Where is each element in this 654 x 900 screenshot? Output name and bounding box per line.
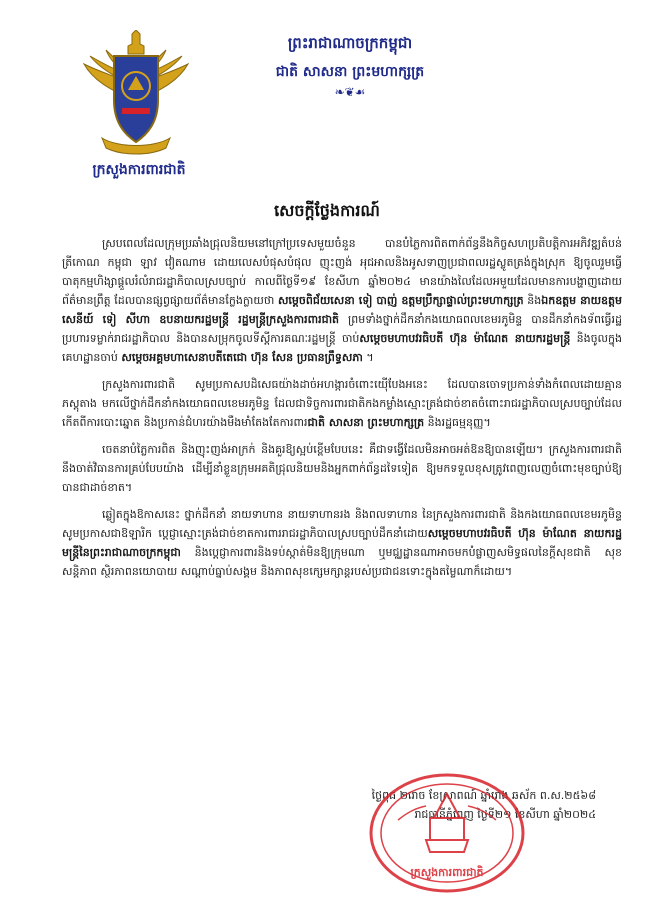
seal-text: ក្រសួងការពារជាតិ [410,866,484,879]
statement-body [62,234,622,589]
text-run: និងរដ្ឋធម្មនុញ្ញ។ [424,416,491,429]
kingdom-header [230,34,470,99]
header-flourish: ❧❦☙ [334,85,366,99]
bold-text: ជាតិ សាសនា ព្រះមហាក្សត្រ [307,416,425,429]
text-run: និង [523,294,542,307]
ministry-emblem-icon [82,30,190,156]
text-run: ស្របពេលដែលក្រុមប្រឆាំងជ្រុលនិយមនៅក្រៅប្រទេសមួយចំនួន បានបំភ្លៃការពិតពាក់ព័ន្ធនឹងកិច្ចសហប្រតិបត្តិការអភិវឌ្ឍតំបន់ត្រីកោណ កម្ពុជា ឡាវ វៀតណាម ដោយលេសបំផុសបំផុល ញុះញង់ អុជអាលនិងអូសទាញប្រជាពលរដ្ឋស្លូតត្រង់ក្នុងស្រុក ឱ្យចូលរួមធ្វើបាតុកម្មហិង្សាផ្តួលរំលំរាជរដ្ឋាភិបាលស្របច្បាប់ កាលពីថ្ងៃទី១៩ ខែសីហា ឆ្នាំ២០២៤ មានយ៉ាងលៃដែលអមួយដែលមានការបង្ហាញដោយព័ត៌មានព្រឹត្ត ដែលបានផ្សព្វផ្សាយព័ត៌មានក្លែងក្លាយថា [62,237,622,307]
ministry-name: ក្រសួងការពារជាតិ [92,162,186,178]
bold-text: សម្តេចមហាបវរធិបតី ហ៊ុន ម៉ាណែត នាយករដ្ឋមន្ត្រីនៃព្រះរាជាណាចក្រកម្ពុជា [62,527,622,559]
official-seal-icon [368,772,526,894]
text-run: ព្រមទាំងថ្នាក់ដឹកនាំកងយោធពលខេមរភូមិន្ទ បានដឹកនាំកងទ័ពធ្វើរដ្ឋប្រហារទម្លាក់រាជរដ្ឋាភិបាល និងបានសម្រុកចូលទីស្តីការគណៈរដ្ឋមន្ត្រី ចាប់ [62,313,622,345]
motto-line: ជាតិ សាសនា ព្រះមហាក្សត្រ [275,64,425,80]
text-run: ក្រសួងការពារជាតិ សូមប្រកាសបដិសេធយ៉ាងដាច់អហង្ការចំពោះយ៉ើបែងអនេះ ដែលបានចោទប្រកាន់ទាំងកំពេលដោយគ្មានភស្តុតាង មកលើថ្នាក់ដឹកនាំកងយោធពលខេមរភូមិន្ទ ដែលជាទិច្ចការពារជាតិកងកម្លាំងស្មោះត្រង់ជាច់ខាតចំពោះរាជរដ្ឋាភិបាលស្របច្បាប់ដែលកើតពីការបោះឆ្នោត និងប្រកាន់ជំហរយ៉ាងមឺងមាំតែងតែការពារ [62,378,622,429]
paragraph [62,375,622,432]
text-run: និងចូលក្នុងគេហដ្ឋានចាប់ [62,332,622,364]
document-title: សេចក្តីថ្លែងការណ៍ [274,201,380,220]
bold-text: ឯកឧត្តម នាយឧត្តមសេនីយ៍ ទៀ សីហា ឧបនាយករដ្ឋមន្ត្រី រដ្ឋមន្ត្រីក្រសួងការពារជាតិ [62,294,623,326]
paragraph [62,505,622,581]
text-run: ឆ្លៀតក្នុងឱកាសនេះ ថ្នាក់ដឹកនាំ នាយទាហាន នាយទាហានរង និងពលទាហាន នៃក្រសួងការពារជាតិ និងកងយោធពលខេមរភូមិន្ទ សូមប្រកាសជាឱឡារិក ប្តេជ្ញាស្មោះត្រង់ជាច់ខាតការពាររាជរដ្ឋាភិបាលស្របច្បាប់ដឹកនាំដោយ [62,508,622,540]
text-run: ។ [362,351,374,364]
kingdom-line: ព្រះរាជាណាចក្រកម្ពុជា [287,34,413,52]
bold-text: សម្តេចមហាបវរធិបតី ហ៊ុន ម៉ាណែត នាយករដ្ឋមន្ត្រី [359,332,571,345]
solar-date: រាជធានីភ្នំពេញ ថ្ងៃទី២១ ខែសីហា ឆ្នាំ២០២៤ [414,808,596,821]
lunar-date: ថ្ងៃពុធ ២រោច ខែស្រាពណ៍ ឆ្នាំរោង ឆស័ក ព.ស.២៥៦៨ [371,789,596,802]
bold-text: សម្តេចពិជ័យសេនា ទៀ បាញ់ ឧត្តមប្រឹក្សាផ្ទាល់ព្រះមហាក្សត្រ [277,294,524,307]
text-run: ចេតនាបំភ្លៃការពិត និងញុះញង់អាក្រក់ និងគួរឱ្យស្អប់ខ្ពើមបែបនេះ គឺជាទង្វើដែលមិនអាចអត់ឱនឱ្យបានឡើយ។ ក្រសួងការពារជាតិនឹងចាត់វិធានការគ្រប់បែបយ៉ាង ដើម្បីនាំខ្លួនក្រុមអគតិជ្រុលនិយមនិងអ្នកពាក់ព័ន្ធដទៃទៀត ឱ្យមកទទួលខុសត្រូវពេញលេញចំពោះមុខច្បាប់ឱ្យបានជាដាច់ខាត។ [62,443,622,494]
text-run: និងប្តេជ្ញាការពារនិងទប់ស្កាត់មិនឱ្យក្រុមណា ឬមជ្ឈដ្ឋានណាអាចមកបំផ្លាញសមិទ្ធផលនៃក្តីសុខជាតិ សុខសន្តិភាព ស្ថិរភាពនយោបាយ សណ្តាប់ធ្នាប់សង្គម និងភាពសុខក្សេមក្សាន្តរបស់ប្រជាជនទោះក្នុងតម្លៃណាក៏ដោយ។ [62,546,622,578]
paragraph [62,234,622,367]
bold-text: សម្តេចអគ្គមហាសេនាបតីតេជោ ហ៊ុន សែន ប្រធានព្រឹទ្ធសភា [121,351,363,364]
paragraph [62,440,622,497]
